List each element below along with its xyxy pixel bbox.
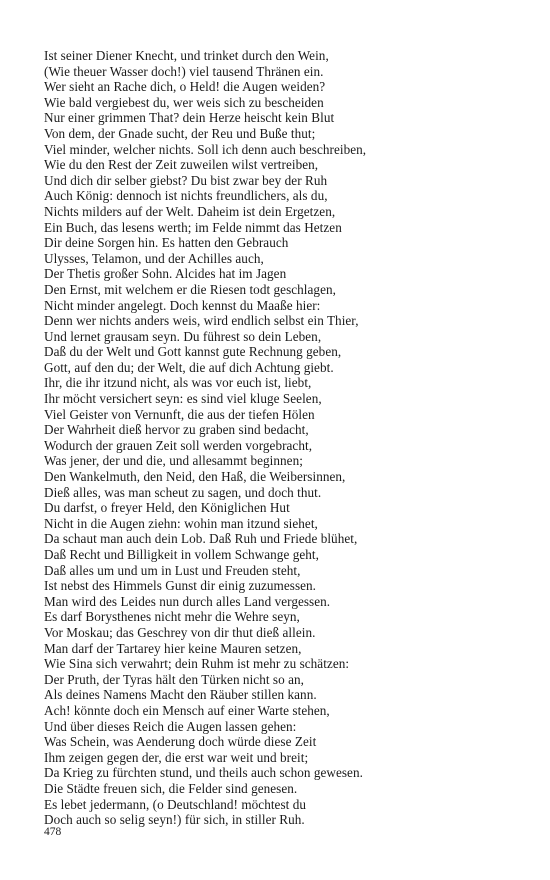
poem-line: Vor Moskau; das Geschrey von dir thut dieß allein. — [44, 624, 316, 640]
poem-line: Ihr, die ihr itzund nicht, als was vor euch ist, liebt, — [44, 375, 312, 391]
poem-line: Doch auch so selig seyn!) für sich, in stiller Ruh. — [44, 812, 305, 828]
poem-line: Der Pruth, der Tyras hält den Türken nicht so an, — [44, 671, 304, 687]
poem-line: Und über dieses Reich die Augen lassen gehen: — [44, 718, 297, 734]
poem-line: Nicht minder angelegt. Doch kennst du Maaße hier: — [44, 297, 321, 313]
poem-line: Ihm zeigen gegen der, die erst war weit und breit; — [44, 749, 309, 765]
poem-line: Wodurch der grauen Zeit soll werden vorgebracht, — [44, 437, 313, 453]
poem-line: Nicht in die Augen ziehn: wohin man itzund siehet, — [44, 515, 318, 531]
poem-line: Denn wer nichts anders weis, wird endlich selbst ein Thier, — [44, 313, 359, 329]
poem-line: Es darf Borysthenes nicht mehr die Wehre seyn, — [44, 609, 300, 625]
poem-line: Daß Recht und Billigkeit in vollem Schwange geht, — [44, 547, 319, 562]
poem-line: Von dem, der Gnade sucht, der Reu und Buße thut; — [44, 125, 316, 141]
poem-line: Gott, auf den du; der Welt, die auf dich Achtung giebt. — [44, 359, 334, 375]
poem-line: Ach! könnte doch ein Mensch auf einer Warte stehen, — [44, 702, 330, 718]
poem-line: Du darfst, o freyer Held, den Königlichen Hut — [44, 500, 290, 516]
poem-line: Nichts milders auf der Welt. Daheim ist dein Ergetzen, — [44, 203, 336, 219]
poem-line: Wie du den Rest der Zeit zuweilen wilst vertreiben, — [44, 157, 319, 173]
poem-line: Da schaut man auch dein Lob. Daß Ruh und Friede blühet, — [44, 531, 358, 547]
poem-line: Der Wahrheit dieß hervor zu graben sind bedacht, — [44, 422, 309, 438]
poem-line: Ihr möcht versichert seyn: es sind viel kluge Seelen, — [44, 391, 322, 407]
poem-line: Und dich dir selber giebst? Du bist zwar bey der Ruh — [44, 172, 328, 188]
poem-line: Dir deine Sorgen hin. Es hatten den Gebrauch — [44, 235, 289, 251]
poem-line: Wer sieht an Rache dich, o Held! die Augen weiden? — [44, 79, 326, 95]
poem-line: Was jener, der und die, und allesammt beginnen; — [44, 453, 303, 469]
page-number: 478 — [44, 826, 62, 838]
poem-line: Den Wankelmuth, den Neid, den Haß, die Weibersinnen, — [44, 469, 346, 485]
poem-line: Daß alles um und um in Lust und Freuden steht, — [44, 562, 301, 578]
poem-line: Ein Buch, das lesens werth; im Felde nimmt das Hetzen — [44, 219, 342, 235]
poem-line: Man wird des Leides nun durch alles Land vergessen. — [44, 593, 331, 609]
poem-line: Was Schein, was Aenderung doch würde diese Zeit — [44, 734, 317, 750]
poem-line: Da Krieg zu fürchten stund, und theils auch schon gewesen. — [44, 765, 363, 781]
poem-line: Es lebet jedermann, (o Deutschland! möchtest du — [44, 796, 306, 812]
poem-line: Wie Sina sich verwahrt; dein Ruhm ist mehr zu schätzen: — [44, 656, 350, 672]
poem-line: Der Thetis großer Sohn. Alcides hat im Jagen — [44, 266, 287, 282]
poem-line: Man darf der Tartarey hier keine Mauren setzen, — [44, 640, 302, 656]
poem-line: Ist seiner Diener Knecht, und trinket durch den Wein, — [44, 48, 329, 63]
poem-line: Viel minder, welcher nichts. Soll ich denn auch beschreiben, — [44, 141, 367, 157]
poem-line: Wie bald vergiebest du, wer weis sich zu bescheiden — [44, 94, 324, 110]
poem-line: Viel Geister von Vernunft, die aus der tiefen Hölen — [44, 406, 315, 422]
document-page — [44, 48, 534, 828]
poem-line: Den Ernst, mit welchem er die Riesen todt geschlagen, — [44, 281, 336, 297]
poem-line: (Wie theuer Wasser doch!) viel tausend Thränen ein. — [44, 63, 324, 79]
poem-line: Ulysses, Telamon, und der Achilles auch, — [44, 250, 264, 266]
poem-line: Und lernet grausam seyn. Du führest so dein Leben, — [44, 328, 322, 344]
poem-text-block — [44, 48, 534, 828]
poem-line: Nur einer grimmen That? dein Herze heischt kein Blut — [44, 110, 335, 126]
poem-line: Daß du der Welt und Gott kannst gute Rechnung geben, — [44, 344, 342, 360]
poem-line: Dieß alles, was man scheut zu sagen, und doch thut. — [44, 484, 322, 500]
poem-line: Ist nebst des Himmels Gunst dir einig zuzumessen. — [44, 578, 317, 594]
poem-line: Auch König: dennoch ist nichts freundlichers, als du, — [44, 188, 328, 204]
poem-line: Als deines Namens Macht den Räuber stillen kann. — [44, 687, 317, 703]
poem-line: Die Städte freuen sich, die Felder sind genesen. — [44, 780, 298, 796]
